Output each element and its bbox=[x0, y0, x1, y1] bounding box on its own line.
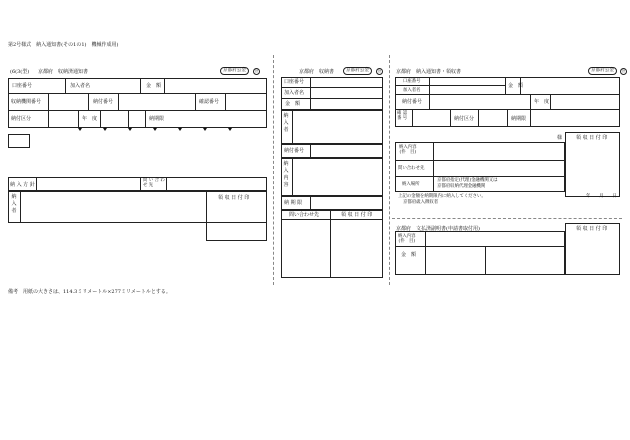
right-payment-class-label: 納付区分 bbox=[454, 116, 475, 122]
right-bottom-title: 京都府 文払済副明書(申請書取付用) bbox=[396, 226, 480, 232]
middle-due-label: 納 期 限 bbox=[284, 200, 303, 206]
right-stamp-number: ⑲ bbox=[621, 69, 626, 73]
marker-triangle bbox=[128, 128, 132, 131]
left-stamp: 京都府公金 bbox=[220, 67, 249, 75]
marker-triangle bbox=[203, 128, 207, 131]
right-date-label: 年 月 日 bbox=[586, 194, 617, 199]
left-title: 京都府 収納済通知書 bbox=[38, 69, 89, 75]
right-bottom-content-label: 納入内容 (件 目) bbox=[398, 234, 416, 244]
middle-subscriber-label: 加入者名 bbox=[284, 90, 305, 96]
left-stamp-number: ⑲ bbox=[254, 69, 259, 73]
marker-triangle bbox=[153, 128, 157, 131]
form-title: 第2号様式 納入通知書(その1の1) 機械作成用) bbox=[8, 42, 119, 48]
marker-triangle bbox=[178, 128, 182, 131]
right-subscriber-label: 加入者名 bbox=[403, 88, 421, 93]
left-code: (6(3(型) bbox=[10, 69, 30, 75]
right-payment-no-label: 納付番号 bbox=[402, 99, 423, 105]
middle-stamp-number: ⑲ bbox=[377, 69, 382, 73]
middle-payment-no-label: 納付番号 bbox=[284, 148, 305, 154]
middle-payer-box bbox=[281, 110, 383, 144]
middle-title: 京都府 収納書 bbox=[299, 69, 335, 75]
right-confirm-no-label: 確 認 番 号 bbox=[397, 111, 408, 121]
left-account-label: 口座番号 bbox=[12, 83, 33, 89]
right-place-text-1: 京都府指定(代理)金融機関又は bbox=[437, 178, 498, 183]
left-payto-row bbox=[8, 177, 267, 191]
left-payer-label: 納入者 bbox=[11, 194, 17, 214]
right-bottom-amount-label: 金 額 bbox=[401, 252, 417, 258]
right-notice-1: 上記の金額を納期限内に納入してください。 bbox=[398, 194, 486, 199]
middle-bottom-box bbox=[281, 210, 383, 278]
left-main-box bbox=[8, 78, 267, 128]
right-place-text-2: 京都府収納代理金融機関 bbox=[437, 184, 486, 189]
left-collection-org-label: 収納機関番号 bbox=[11, 99, 42, 105]
right-amount-label: 金 額 bbox=[508, 83, 524, 89]
left-amount-label: 金 額 bbox=[146, 83, 162, 89]
right-inquiry-label: 問い合わせ先 bbox=[398, 166, 425, 171]
marker-triangle bbox=[228, 128, 232, 131]
marker-triangle bbox=[103, 128, 107, 131]
right-honorific: 様 bbox=[557, 135, 563, 141]
middle-content-label: 納入内容 bbox=[283, 161, 289, 188]
left-inquiry-label: 問 い 合 わ せ 先 bbox=[143, 178, 165, 188]
middle-payer-label: 納入者 bbox=[283, 113, 289, 133]
right-due-label: 納期限 bbox=[511, 116, 527, 122]
middle-content-box bbox=[281, 158, 383, 196]
middle-stamp: 京都府公金 bbox=[343, 67, 372, 75]
right-stamp: 京都府公金 bbox=[588, 67, 617, 75]
cut-line-right bbox=[389, 55, 390, 285]
right-account-label: 口座番号 bbox=[403, 79, 421, 84]
marker-triangle bbox=[78, 128, 82, 131]
footer-note: 備考 用紙の大きさは、114.3ミリメートル×277ミリメートルとする。 bbox=[8, 289, 171, 295]
middle-receipt-stamp-label: 領 収 日 付 印 bbox=[341, 212, 373, 218]
left-payment-no-label: 納付番号 bbox=[93, 99, 114, 105]
middle-account-label: 口座番号 bbox=[284, 79, 305, 85]
right-title: 京都府 納入通知書・領収書 bbox=[396, 69, 462, 75]
left-payto-label: 納 入 方 針 bbox=[10, 182, 35, 188]
right-receipt-stamp-label: 領 収 日 付 印 bbox=[576, 135, 608, 141]
right-content-label: 納入内容 (件 目) bbox=[399, 145, 417, 155]
middle-amount-label: 金 額 bbox=[285, 101, 301, 107]
left-receipt-stamp-label: 領 収 日 付 印 bbox=[218, 195, 250, 201]
left-payment-class-label: 納付区分 bbox=[11, 116, 32, 122]
left-confirm-no-label: 確認番号 bbox=[199, 99, 220, 105]
right-notice-2: 京都府歳入徴収者 bbox=[403, 200, 439, 205]
right-receipt-stamp-box bbox=[565, 132, 620, 197]
cut-line-bottom bbox=[392, 218, 622, 219]
right-place-label: 納入場所 bbox=[402, 182, 420, 187]
right-year-label: 年 度 bbox=[534, 99, 550, 105]
right-bottom-stamp-label: 領 収 日 付 印 bbox=[576, 226, 608, 232]
cut-line-left bbox=[273, 55, 274, 285]
left-ocr-box bbox=[8, 134, 30, 148]
left-due-label: 納期限 bbox=[149, 116, 165, 122]
left-subscriber-label: 加入者名 bbox=[70, 83, 91, 89]
right-bottom-box bbox=[395, 231, 565, 275]
middle-inquiry-label: 問い合わせ先 bbox=[289, 212, 320, 218]
left-year-label: 年 度 bbox=[82, 116, 98, 122]
